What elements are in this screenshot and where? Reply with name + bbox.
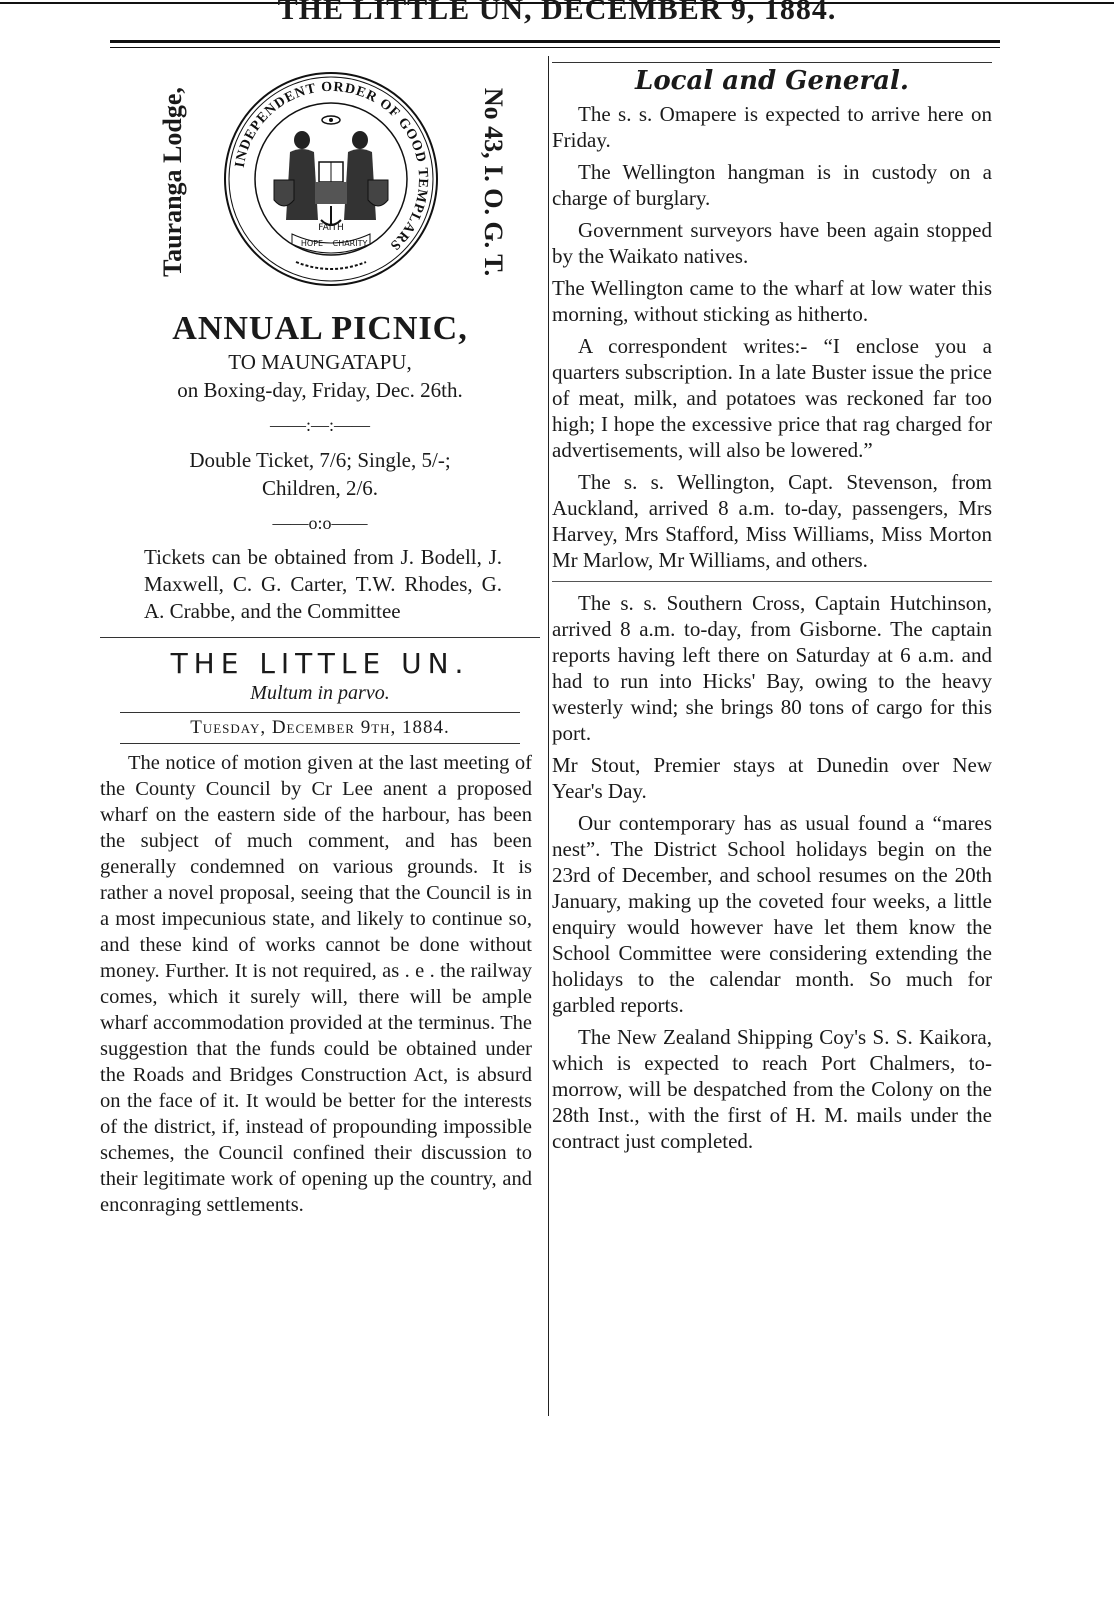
picnic-date: on Boxing-day, Friday, Dec. 26th.	[177, 378, 463, 402]
picnic-prices-line1: Double Ticket, 7/6; Single, 5/-;	[189, 448, 451, 472]
masthead	[0, 0, 1114, 34]
item-rule	[552, 581, 992, 582]
masthead-text: THE LITTLE UN, DECEMBER 9, 1884.	[277, 0, 837, 26]
seal-charity: CHARITY	[332, 239, 368, 248]
lodge-advert	[100, 62, 540, 302]
local-general-heading: Local and General.	[552, 62, 992, 97]
news-item: The s. s. Wellington, Capt. Stevenson, from Auckland, arrived 8 a.m. to-day, passengers, Mrs Harvey, Mrs Stafford, Miss Williams, Miss Morton Mr Marlow, Mr Williams, and others.	[552, 470, 992, 572]
seal-hope: HOPE	[300, 239, 324, 248]
news-item: Government surveyors have been again stopped by the Waikato natives.	[552, 218, 992, 268]
picnic-tickets: Tickets can be obtained from J. Bodell, J. Maxwell, C. G. Carter, T.W. Rhodes, G. A. Crabbe, and the Committee	[144, 545, 502, 623]
news-item: The Wellington came to the wharf at low water this morning, without sticking as hitherto.	[552, 276, 992, 326]
editorial-article: The notice of motion given at the last meeting of the County Council by Cr Lee anent a proposed wharf on the eastern side of the harbour, has been the subject of much comment, and has been generally condemned on various grounds. It is rather a novel proposal, seeing that the Council is in a most impecunious state, and likely to continue so, and these kind of works cannot be done without money. Further. It is not required, as . e . the railway comes, which it surely will, there will be ample wharf accommodation provided at the terminus. The suggestion that the funds could be obtained under the Roads and Bridges Construction Act, is absurd on the face of it. It would be better for the interests of the district, if, instead of propounding impossible schemes, the Council confined their discussion to their legitimate work of opening up the country, and enconraging settlements.	[100, 752, 532, 1216]
picnic-destination: TO MAUNGATAPU,	[228, 350, 412, 374]
ornament-divider: ——:—:——	[269, 415, 370, 435]
picnic-title: ANNUAL PICNIC,	[172, 310, 468, 347]
lodge-name-vertical: Tauranga Lodge,	[158, 87, 187, 277]
picnic-prices-line2: Children, 2/6.	[261, 476, 379, 500]
news-item: The s. s. Omapere is expected to arrive here on Friday.	[552, 102, 992, 152]
paper-motto: Multum in parvo.	[250, 682, 390, 704]
masthead-double-rule	[110, 40, 1000, 48]
paper-title: THE LITTLE UN.	[170, 647, 470, 680]
section-rule	[100, 637, 540, 638]
column-divider	[548, 56, 549, 1416]
news-item: The s. s. Southern Cross, Captain Hutchinson, arrived 8 a.m. to-day, from Gisborne. The captain reports having left there on Saturday at 6 a.m. and had to run into Hicks' Bay, owing to the heavy westerly wind; she brings 80 tons of cargo for this port.	[552, 591, 992, 745]
ornament-divider-2: ——o:o——	[272, 513, 368, 533]
lodge-number-vertical: No 43, I. O. G. T.	[479, 87, 508, 277]
news-item: The Wellington hangman is in custody on a charge of burglary.	[552, 160, 992, 210]
seal-ring-text: INDEPENDENT ORDER OF GOOD TEMPLARS	[232, 79, 431, 254]
news-item: The New Zealand Shipping Coy's S. S. Kaikora, which is expected to reach Port Chalmers, to-morrow, will be despatched from the Colony on the 28th Inst., with the first of H. M. mails under the contract just completed.	[552, 1025, 992, 1153]
news-item: Our contemporary has as usual found a “mares nest”. The District School holidays begin on the 23rd of December, and school resumes on the 20th January, making up the coveted four weeks, a little enquiry would however have let them know the School Committee were considering extending the holidays to the calendar month. So much for garbled reports.	[552, 811, 992, 1017]
news-item: Mr Stout, Premier stays at Dunedin over New Year's Day.	[552, 753, 992, 803]
news-item: A correspondent writes:- “I enclose you a quarters subscription. In a late Buster issue the price of meat, milk, and potatoes was reckoned far too high; I hope the excessive price that rag charged for advertisements, will also be lowered.”	[552, 334, 992, 462]
good-templars-seal	[222, 70, 440, 288]
right-column	[552, 62, 992, 1160]
seal-faith: FAITH	[318, 223, 344, 233]
paper-dateline: Tuesday, December 9th, 1884.	[120, 712, 520, 744]
left-column	[100, 62, 540, 1218]
